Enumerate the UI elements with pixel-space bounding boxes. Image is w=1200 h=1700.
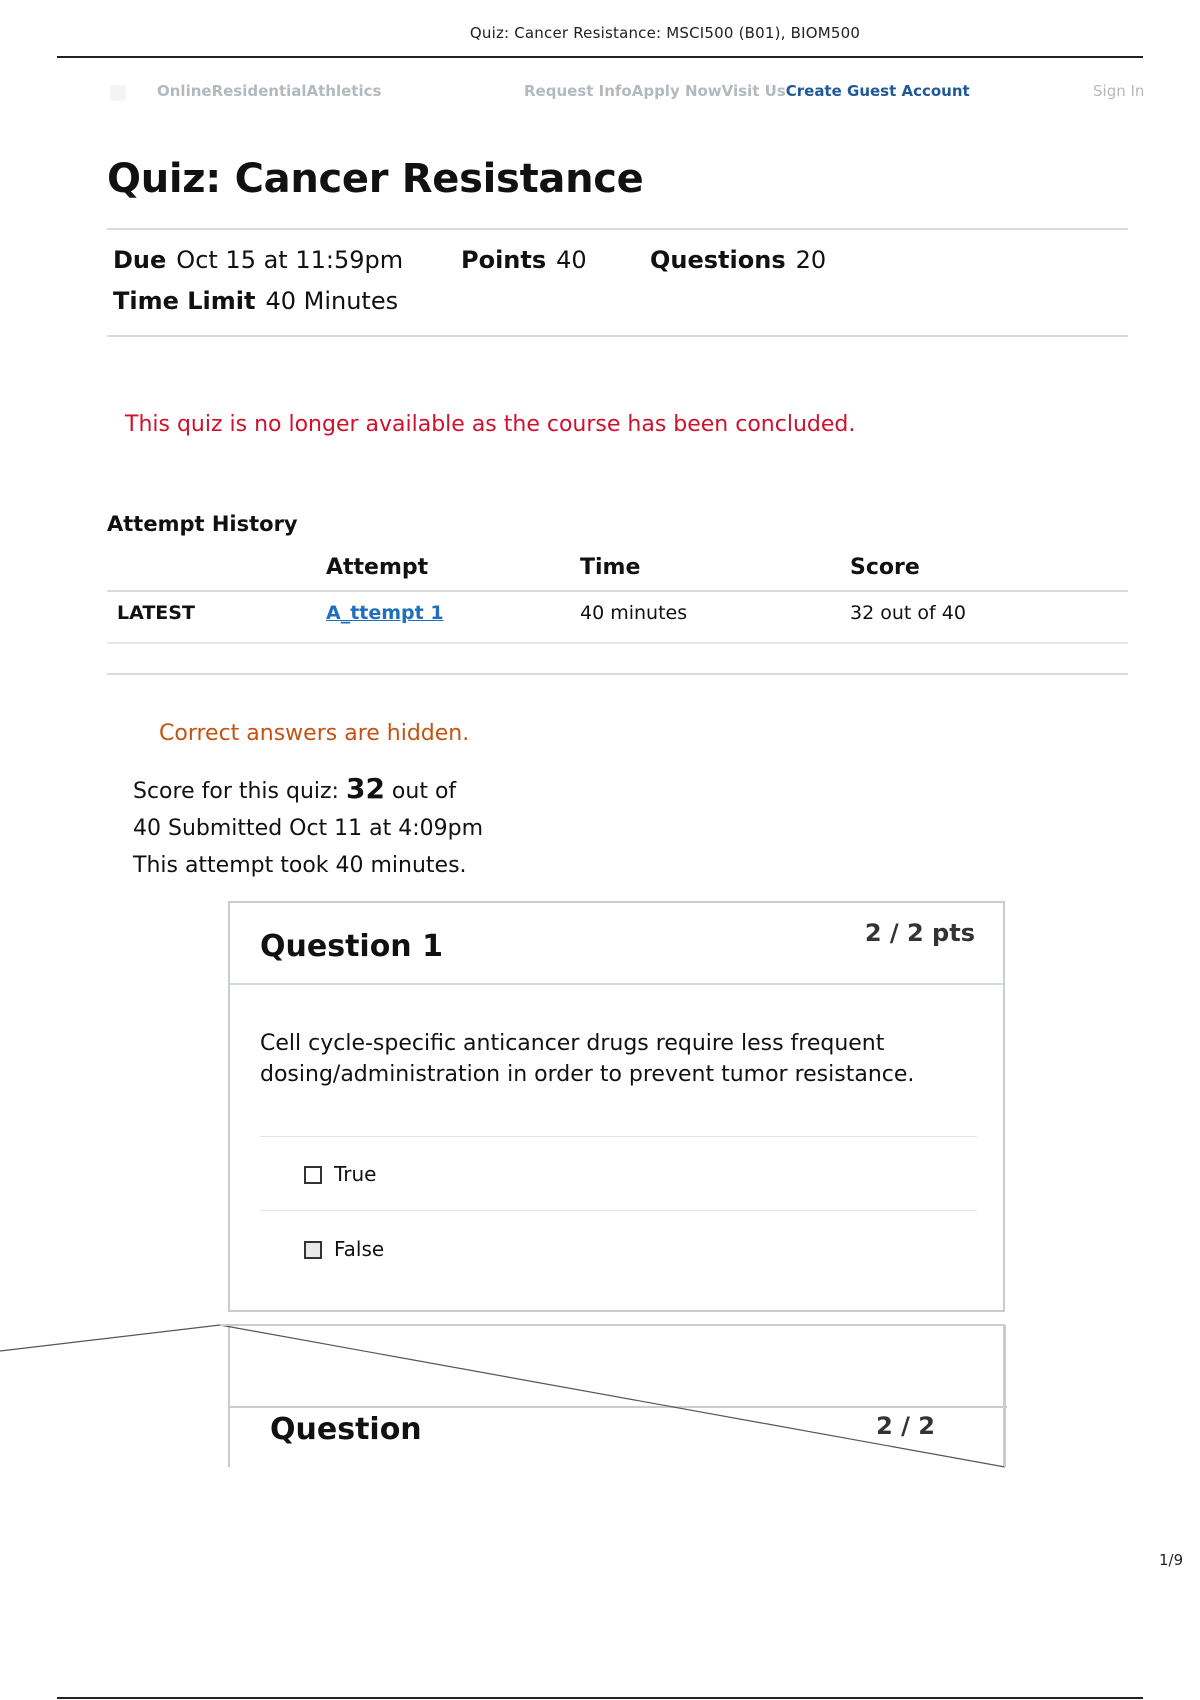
checkbox-icon[interactable] (304, 1166, 322, 1184)
score-suffix: out of (384, 779, 457, 804)
time-limit-label: Time Limit (113, 287, 256, 315)
column-header-attempt: Attempt (326, 555, 429, 580)
option-label: True (334, 1162, 377, 1186)
points (461, 246, 587, 274)
questions-value: 20 (795, 246, 827, 274)
latest-tag: LATEST (117, 602, 195, 624)
checkbox-icon[interactable] (304, 1241, 322, 1259)
question-card (228, 901, 1005, 1312)
print-header: Quiz: Cancer Resistance: MSCI500 (B01), BIOM500 (469, 24, 861, 42)
page-tear-lines (0, 1320, 1200, 1480)
due-date (113, 246, 403, 274)
question-title-partial: Question (270, 1412, 422, 1447)
question-text: Cell cycle-specific anticancer drugs require less frequent dosing/administration in order to prevent tumor resistance. (260, 1031, 915, 1087)
time-limit (113, 287, 398, 315)
score-prefix: Score for this quiz: (133, 779, 346, 804)
page-number: 1/9 (1159, 1551, 1184, 1569)
attempt-history-title: Attempt History (107, 512, 298, 536)
question-points-partial: 2 / 2 (876, 1412, 935, 1440)
time-limit-value: 40 Minutes (265, 287, 399, 315)
divider (107, 228, 1128, 230)
nav-links-left[interactable]: OnlineResidentialAthletics (157, 82, 382, 100)
column-header-time: Time (580, 555, 641, 580)
question-points: 2 / 2 pts (864, 919, 975, 947)
unavailable-message: This quiz is no longer available as the course has been concluded. (125, 412, 856, 437)
table-header-rule (107, 590, 1128, 592)
option-label: False (334, 1237, 385, 1261)
points-label: Points (461, 246, 547, 274)
score-value: 32 (345, 772, 385, 805)
option-false[interactable] (304, 1237, 384, 1261)
question-title: Question 1 (260, 929, 443, 964)
sign-in-link[interactable]: Sign In (1093, 82, 1145, 100)
table-row-rule (107, 642, 1128, 644)
option-divider (260, 1136, 977, 1137)
divider (107, 335, 1128, 337)
footer-rule (57, 1697, 1143, 1699)
nav-links-info[interactable]: Request InfoApply NowVisit Us (524, 82, 786, 100)
column-header-score: Score (850, 555, 920, 580)
score-summary (133, 770, 513, 884)
option-divider (260, 1210, 977, 1211)
questions-label: Questions (650, 246, 786, 274)
header-rule (57, 56, 1143, 58)
nav-links-center[interactable] (524, 82, 970, 100)
attempt-score: 32 out of 40 (850, 602, 966, 624)
question-header (230, 903, 1003, 985)
submitted-line: 40 Submitted Oct 11 at 4:09pm (133, 816, 484, 841)
option-true[interactable] (304, 1162, 376, 1186)
duration-line: This attempt took 40 minutes. (133, 853, 467, 878)
correct-answers-hidden-note: Correct answers are hidden. (159, 721, 470, 746)
attempt-link[interactable]: A_ttempt 1 (326, 602, 444, 624)
questions-count (650, 246, 826, 274)
due-label: Due (113, 246, 167, 274)
site-logo-icon[interactable] (110, 85, 126, 101)
attempt-time: 40 minutes (580, 602, 688, 624)
page-title: Quiz: Cancer Resistance (107, 156, 644, 202)
create-guest-account-link[interactable]: Create Guest Account (785, 82, 970, 100)
divider (107, 673, 1128, 675)
points-value: 40 (556, 246, 587, 274)
due-value: Oct 15 at 11:59pm (176, 246, 404, 274)
